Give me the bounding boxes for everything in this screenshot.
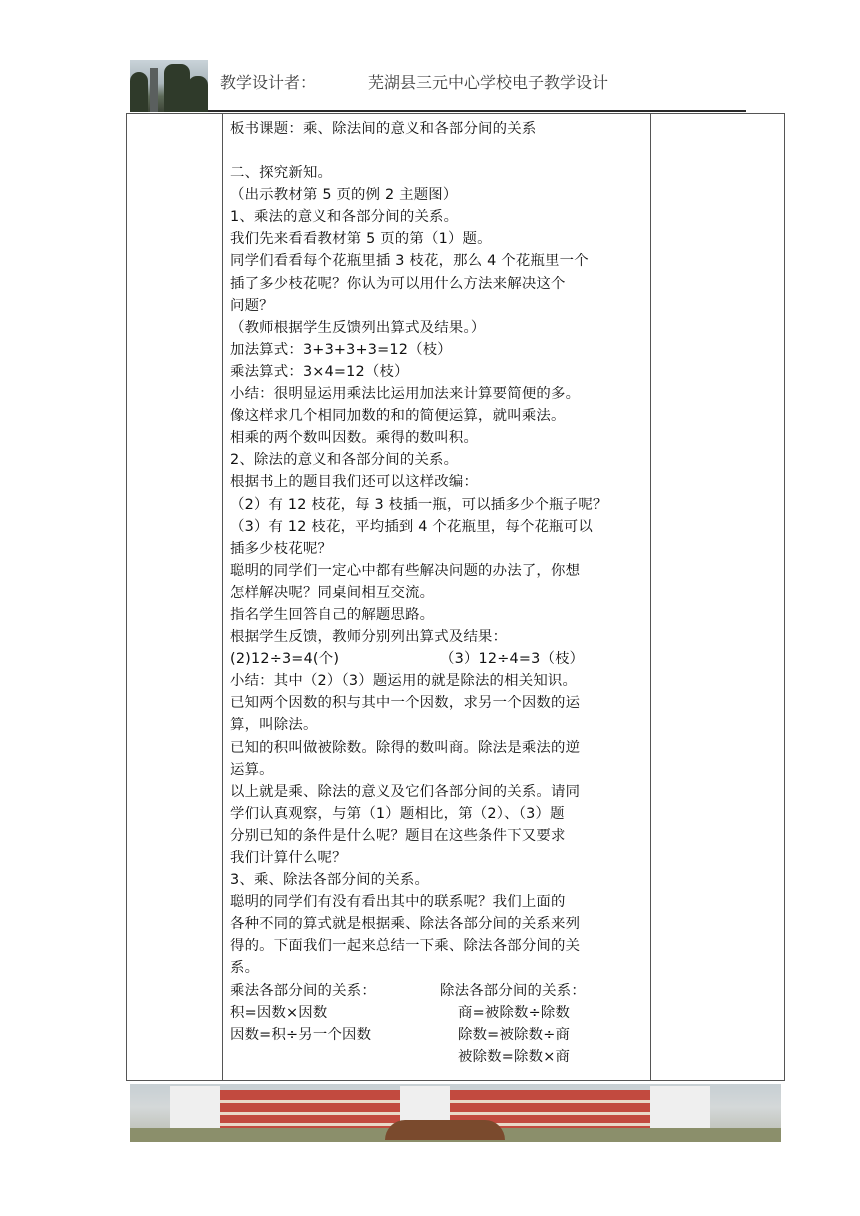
content-line: 插了多少枝花呢？你认为可以用什么方法来解决这个 bbox=[230, 275, 566, 292]
content-line: 问题？ bbox=[230, 297, 274, 314]
content-line: 得的。下面我们一起来总结一下乘、除法各部分间的关 bbox=[230, 938, 581, 955]
div-heading: 除法各部分间的关系： bbox=[440, 982, 586, 999]
content-line: 像这样求几个相同加数的和的简便运算，就叫乘法。 bbox=[230, 408, 566, 425]
lesson-content bbox=[230, 118, 646, 1068]
building-shape bbox=[170, 1086, 220, 1132]
right-column bbox=[650, 114, 784, 1080]
content-line: 3、乘、除法各部分间的关系。 bbox=[230, 872, 430, 889]
relation-row-1 bbox=[230, 1002, 646, 1024]
content-line: 根据书上的题目我们还可以这样改编： bbox=[230, 474, 479, 491]
content-line: 系。 bbox=[230, 960, 260, 977]
content-line: 二、探究新知。 bbox=[230, 165, 333, 182]
calc-left: (2)12÷3=4(个) bbox=[230, 651, 340, 668]
tree-shape bbox=[188, 76, 208, 112]
header-divider bbox=[208, 110, 746, 112]
header-photo bbox=[130, 60, 208, 112]
mult-heading: 乘法各部分间的关系： bbox=[230, 982, 376, 999]
left-column bbox=[127, 114, 223, 1080]
calc-row bbox=[230, 648, 646, 670]
content-line: 小结：很明显运用乘法比运用加法来计算要简便的多。 bbox=[230, 386, 581, 403]
content-line: （3）有 12 枝花，平均插到 4 个花瓶里，每个花瓶可以 bbox=[230, 518, 593, 535]
content-line: 学们认真观察，与第（1）题相比，第（2）、（3）题 bbox=[230, 805, 565, 822]
designer-label: 教学设计者： bbox=[220, 73, 317, 92]
relation-row-2 bbox=[230, 1024, 646, 1046]
content-line: 运算。 bbox=[230, 761, 274, 778]
content-line: 我们计算什么呢？ bbox=[230, 850, 347, 866]
content-line: 乘法算式：3×4=12（枝） bbox=[230, 363, 409, 380]
tower-shape bbox=[150, 68, 158, 112]
div-rule-3: 被除数=除数×商 bbox=[458, 1048, 571, 1065]
content-line: 小结：其中（2）（3）题运用的就是除法的相关知识。 bbox=[230, 673, 578, 690]
calc-right: （3）12÷4=3（枝） bbox=[440, 651, 585, 668]
building-shape bbox=[650, 1086, 710, 1132]
content-line: 指名学生回答自己的解题思路。 bbox=[230, 606, 435, 623]
content-line: 算，叫除法。 bbox=[230, 717, 318, 734]
content-line: 1、乘法的意义和各部分间的关系。 bbox=[230, 209, 459, 226]
content-line: 2、除法的意义和各部分间的关系。 bbox=[230, 452, 459, 469]
content-line: 我们先来看看教材第 5 页的第（1）题。 bbox=[230, 231, 492, 248]
content-line: 怎样解决呢？同桌间相互交流。 bbox=[230, 584, 435, 601]
content-line: （2）有 12 枝花，每 3 枝插一瓶，可以插多少个瓶子呢？ bbox=[230, 496, 608, 513]
content-line: （出示教材第 5 页的例 2 主题图） bbox=[230, 187, 458, 204]
content-line: 已知的积叫做被除数。除得的数叫商。除法是乘法的逆 bbox=[230, 739, 581, 756]
content-line: 以上就是乘、除法的意义及它们各部分间的关系。请同 bbox=[230, 783, 581, 800]
content-line: 插多少枝花呢？ bbox=[230, 540, 333, 557]
relation-headings bbox=[230, 980, 646, 1002]
content-line: 已知两个因数的积与其中一个因数，求另一个因数的运 bbox=[230, 695, 581, 712]
content-line: 加法算式：3+3+3+3=12（枝） bbox=[230, 341, 452, 358]
content-lines-1 bbox=[230, 118, 646, 648]
footer-photo bbox=[130, 1084, 781, 1142]
content-lines-2 bbox=[230, 670, 646, 979]
building-shape bbox=[220, 1090, 400, 1130]
content-line: 板书课题：乘、除法间的意义和各部分间的关系 bbox=[230, 121, 537, 137]
lesson-table bbox=[126, 113, 785, 1081]
div-rule-1: 商=被除数÷除数 bbox=[458, 1004, 571, 1021]
content-line: （教师根据学生反馈列出算式及结果。） bbox=[230, 319, 486, 336]
content-line: 聪明的同学们一定心中都有些解决问题的办法了，你想 bbox=[230, 562, 581, 579]
content-line: 聪明的同学们有没有看出其中的联系呢？我们上面的 bbox=[230, 894, 566, 911]
content-line: 根据学生反馈，教师分别列出算式及结果： bbox=[230, 629, 508, 646]
tree-shape bbox=[164, 64, 190, 112]
content-line: 相乘的两个数叫因数。乘得的数叫积。 bbox=[230, 430, 479, 447]
content-line: 同学们看看每个花瓶里插 3 枝花，那么 4 个花瓶里一个 bbox=[230, 253, 589, 270]
mult-rule-1: 积=因数×因数 bbox=[230, 1004, 328, 1021]
content-line bbox=[230, 140, 646, 162]
content-line: 分别已知的条件是什么呢？题目在这些条件下又要求 bbox=[230, 827, 566, 844]
mult-rule-2: 因数=积÷另一个因数 bbox=[230, 1026, 372, 1043]
tree-shape bbox=[130, 72, 148, 112]
pavilion-roof bbox=[385, 1120, 505, 1140]
page-header bbox=[130, 60, 746, 112]
div-rule-2: 除数=被除数÷商 bbox=[458, 1026, 571, 1043]
content-line: 各种不同的算式就是根据乘、除法各部分间的关系来列 bbox=[230, 916, 581, 933]
school-title: 芜湖县三元中心学校电子教学设计 bbox=[368, 73, 609, 92]
